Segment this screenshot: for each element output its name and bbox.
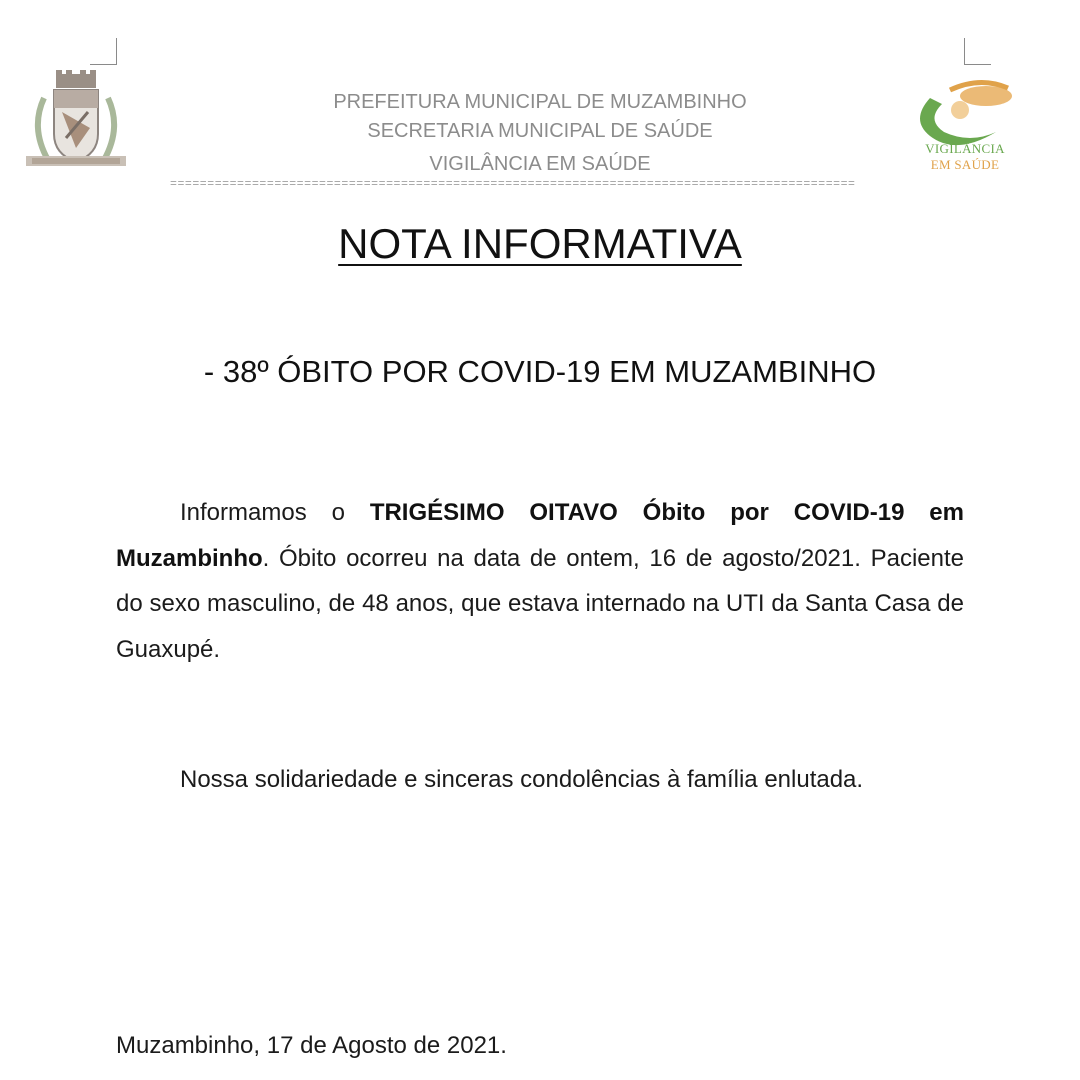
crop-mark-left (90, 38, 117, 65)
header-vigilancia: VIGILÂNCIA EM SAÚDE (429, 153, 651, 175)
page-subtitle: - 38º ÓBITO POR COVID-19 EM MUZAMBINHO (203, 354, 877, 389)
condolence-text: Nossa solidariedade e sinceras condolências à família enlutada. (180, 766, 864, 793)
body-text-rest: . Óbito ocorreu na data de ontem, 16 de agosto/2021. Paciente do sexo masculino, de 48 anos, que estava internado na UTI da Santa Casa de Guaxupé. (116, 544, 964, 663)
logo-caption-line1: VIGILÂNCIA (925, 141, 1005, 156)
body-text-bold: TRIGÉSIMO OITAVO Óbito por COVID-19 em Muzambinho (116, 499, 964, 572)
body-text-intro: Informamos o (180, 499, 370, 526)
header-secretaria: SECRETARIA MUNICIPAL DE SAÚDE (367, 120, 713, 142)
body-paragraph (116, 490, 964, 672)
page-title: NOTA INFORMATIVA (338, 220, 742, 267)
crop-mark-right (964, 38, 991, 65)
header-separator: ============================================================================================ (170, 178, 856, 191)
date-line: Muzambinho, 17 de Agosto de 2021. (116, 1032, 507, 1059)
header-prefeitura: PREFEITURA MUNICIPAL DE MUZAMBINHO (333, 91, 747, 113)
logo-caption-line2: EM SAÚDE (930, 157, 1000, 172)
